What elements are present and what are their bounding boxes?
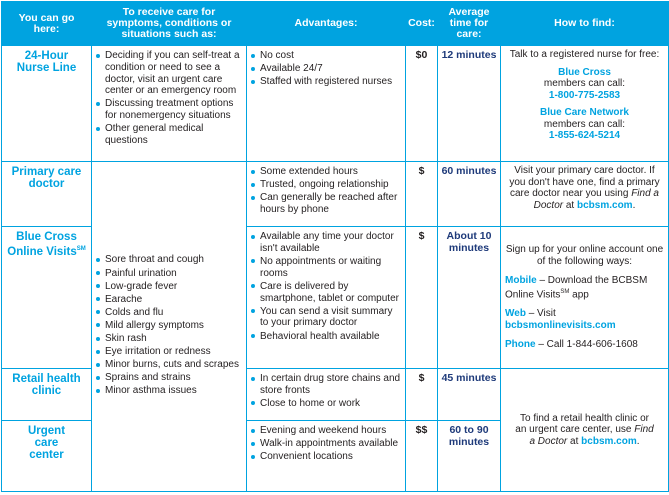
list-item: Skin rash: [96, 333, 244, 345]
advantages-online-visits: [247, 227, 405, 342]
list-item: Some extended hours: [251, 166, 403, 178]
advantages-urgent-care: [247, 421, 405, 463]
cost-retail-clinic: $: [418, 372, 425, 384]
bcbsm-link[interactable]: bcbsm.com: [577, 199, 633, 211]
list-item: No appointments or waiting rooms: [251, 256, 403, 280]
list-item: Convenient locations: [251, 451, 403, 463]
list-item: Deciding if you can self-treat a condition or need to see a doctor, visit an urgent care center or an emergency room: [96, 50, 244, 97]
cost-urgent-care: $$: [415, 424, 428, 436]
list-item: Low-grade fever: [96, 281, 244, 293]
list-item: Painful urination: [96, 268, 244, 280]
list-item: Eye irritation or redness: [96, 346, 244, 358]
list-item: In certain drug store chains and store fronts: [251, 373, 403, 397]
blue-care-network-call-text: members can call:: [543, 118, 626, 130]
blue-cross-phone-link[interactable]: 1-800-775-2583: [548, 89, 621, 101]
online-mobile-option: Mobile – Download the BCBSM Online Visits℠ app: [505, 275, 648, 300]
list-item: Trusted, ongoing relationship: [251, 179, 403, 191]
time-primary-care: 60 minutes: [441, 165, 497, 177]
list-item: Close to home or work: [251, 398, 403, 410]
find-a-doctor-label: Find a Doctor: [533, 188, 659, 211]
list-item: Sprains and strains: [96, 372, 244, 384]
advantages-primary-care: [247, 162, 405, 216]
header-advantages: Advantages:: [247, 2, 406, 46]
list-item: Care is delivered by smartphone, tablet or computer: [251, 281, 403, 305]
time-urgent-care: 60 to 90 minutes: [448, 424, 490, 448]
list-item: Other general medical questions: [96, 123, 244, 147]
find-a-doctor-label: Find a Doctor: [529, 424, 654, 447]
online-phone-option: Phone – Call 1-844-606-1608: [505, 339, 638, 351]
list-item: Available 24/7: [251, 63, 403, 75]
list-item: Staffed with registered nurses: [251, 76, 403, 88]
list-item: Colds and flu: [96, 307, 244, 319]
list-item: No cost: [251, 50, 403, 62]
list-item: Can generally be reached after hours by phone: [251, 192, 403, 216]
place-online-visits: Blue Cross Online Visits℠: [7, 231, 86, 258]
header-symptoms: To receive care for symptoms, conditions or situations such as:: [92, 2, 247, 46]
cost-online-visits: $: [418, 230, 425, 242]
place-nurse-line: 24-Hour Nurse Line: [16, 50, 77, 74]
blue-cross-label: Blue Cross: [558, 66, 611, 78]
advantages-retail-clinic: [247, 369, 405, 410]
list-item: Behavioral health available: [251, 331, 403, 343]
time-retail-clinic: 45 minutes: [441, 372, 497, 384]
advantages-nurse-line: [247, 46, 405, 88]
header-time: Average time for care:: [438, 2, 501, 46]
blue-cross-call-text: members can call:: [543, 78, 626, 89]
bcbsm-link[interactable]: bcbsm.com: [581, 435, 637, 447]
blue-care-network-phone-link[interactable]: 1-855-624-5214: [548, 130, 621, 141]
list-item: Earache: [96, 294, 244, 306]
place-retail-clinic: Retail health clinic: [12, 373, 81, 397]
list-item: Minor burns, cuts and scrapes: [96, 359, 244, 371]
find-online-visits: [501, 244, 668, 351]
header-place: You can go here:: [2, 2, 92, 46]
list-item: You can send a visit summary to your primary doctor: [251, 306, 403, 330]
list-item: Minor asthma issues: [96, 385, 244, 397]
place-primary-care: Primary care doctor: [11, 166, 82, 190]
time-nurse-line: 12 minutes: [441, 49, 497, 61]
online-signup-intro: Sign up for your online account one of the following ways:: [505, 244, 664, 267]
header-cost: Cost:: [406, 2, 438, 46]
place-urgent-care: Urgent care center: [27, 425, 66, 461]
online-visits-link[interactable]: bcbsmonlinevisits.com: [505, 319, 616, 331]
list-item: Discussing treatment options for nonemergency situations: [96, 98, 244, 122]
symptoms-nurse-line: [92, 46, 246, 147]
row-primary-care: [2, 162, 669, 227]
list-item: Available any time your doctor isn't available: [251, 231, 403, 255]
find-nurse-intro: Talk to a registered nurse for free:: [509, 49, 660, 60]
time-online-visits: About 10 minutes: [446, 230, 492, 254]
header-row: [2, 2, 669, 46]
header-find: How to find:: [501, 2, 669, 46]
row-nurse-line: [2, 46, 669, 162]
list-item: Walk-in appointments available: [251, 438, 403, 450]
find-nurse-line: [501, 46, 668, 142]
blue-care-network-label: Blue Care Network: [540, 107, 629, 118]
care-options-table: [1, 1, 669, 492]
cost-nurse-line: $0: [415, 49, 428, 61]
list-item: Evening and weekend hours: [251, 425, 403, 437]
list-item: Sore throat and cough: [96, 254, 244, 266]
online-web-option: Web – Visit bcbsmonlinevisits.com: [505, 308, 616, 331]
find-primary-care: Visit your primary care doctor. If you don't have one, find a primary care doctor near you using Find a Doctor at bcbsm.com.: [509, 165, 660, 211]
find-retail-urgent: To find a retail health clinic or an urgent care center, use Find a Doctor at bcbsm.com.: [515, 412, 654, 447]
cost-primary-care: $: [418, 165, 425, 177]
list-item: Mild allergy symptoms: [96, 320, 244, 332]
symptoms-shared: [92, 254, 246, 397]
